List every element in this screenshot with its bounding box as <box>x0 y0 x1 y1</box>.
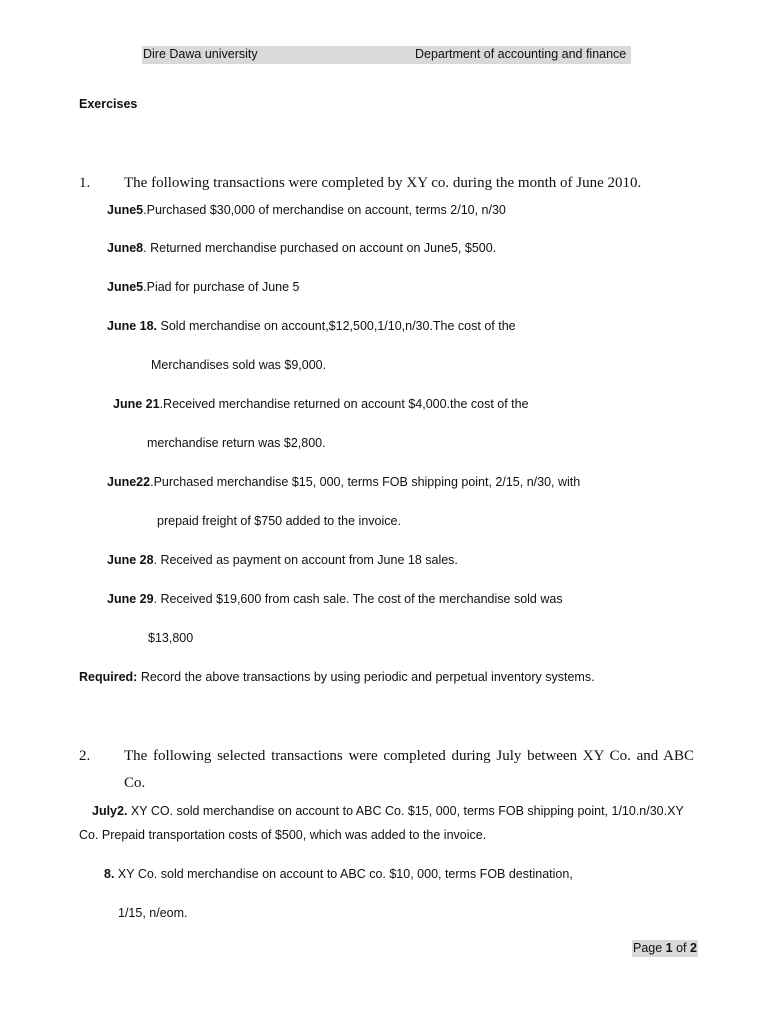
q1-line-8 <box>107 475 580 489</box>
q1-line-8-date: June22 <box>107 475 151 489</box>
q1-required-text: Record the above transactions by using periodic and perpetual inventory systems. <box>137 670 595 684</box>
q1-line-4-date: June 18. <box>107 319 158 333</box>
page-counter <box>632 940 698 957</box>
page-word: Page <box>633 941 666 955</box>
section-title: Exercises <box>79 97 138 111</box>
q1-line-2-text: . Returned merchandise purchased on account on June5, $500. <box>143 241 497 255</box>
q2-intro-line-1: The following selected transactions were completed during July between XY Co. and ABC <box>124 748 694 764</box>
page-of-word: of <box>672 941 690 955</box>
q1-line-10-date: June 28 <box>107 553 154 567</box>
q2-july2-label: July2. <box>92 804 128 818</box>
q2-july2 <box>92 804 684 818</box>
q1-line-9: prepaid freight of $750 added to the invoice. <box>157 514 401 528</box>
header-university: Dire Dawa university <box>143 47 258 61</box>
q1-line-10 <box>107 553 458 567</box>
q1-line-1-text: .Purchased $30,000 of merchandise on account, terms 2/10, n/30 <box>143 203 506 217</box>
q1-line-3-date: June5 <box>107 280 144 294</box>
q2-item-8-label: 8. <box>104 867 115 881</box>
q1-line-1 <box>107 203 506 217</box>
q1-line-1-date: June5 <box>107 203 144 217</box>
q1-line-6 <box>113 397 529 411</box>
q2-intro-line-2: Co. <box>124 775 146 791</box>
q1-line-7: merchandise return was $2,800. <box>147 436 326 450</box>
q1-number: 1. <box>79 175 91 191</box>
q1-line-12: $13,800 <box>148 631 194 645</box>
q1-line-8-text: .Purchased merchandise $15, 000, terms FOB shipping point, 2/15, n/30, with <box>150 475 581 489</box>
q1-line-5: Merchandises sold was $9,000. <box>151 358 327 372</box>
q2-july2-cont: Co. Prepaid transportation costs of $500, which was added to the invoice. <box>79 828 487 842</box>
q1-line-2 <box>107 241 496 255</box>
q2-item-8 <box>104 867 573 881</box>
q1-line-11-date: June 29 <box>107 592 154 606</box>
page-current: 1 <box>665 941 673 955</box>
q1-line-11 <box>107 592 563 606</box>
q1-line-4-text: Sold merchandise on account,$12,500,1/10,n/30.The cost of the <box>157 319 516 333</box>
q1-line-3-text: .Piad for purchase of June 5 <box>143 280 300 294</box>
q1-intro: The following transactions were completed by XY co. during the month of June 2010. <box>124 175 642 191</box>
q2-item-8-text: XY Co. sold merchandise on account to ABC co. $10, 000, terms FOB destination, <box>114 867 573 881</box>
q1-line-10-text: . Received as payment on account from June 18 sales. <box>153 553 458 567</box>
q1-line-6-date: June 21 <box>113 397 160 411</box>
q1-line-3 <box>107 280 300 294</box>
q2-item-8-cont: 1/15, n/eom. <box>118 906 188 920</box>
q2-number: 2. <box>79 748 91 764</box>
q1-line-4 <box>107 319 516 333</box>
q2-july2-text: XY CO. sold merchandise on account to ABC Co. $15, 000, terms FOB shipping point, 1/10.n/30.XY <box>127 804 684 818</box>
page-total: 2 <box>690 941 697 955</box>
q1-required-label: Required: <box>79 670 138 684</box>
q1-line-11-text: . Received $19,600 from cash sale. The cost of the merchandise sold was <box>153 592 563 606</box>
q1-line-2-date: June8 <box>107 241 144 255</box>
header-department: Department of accounting and finance <box>415 47 627 61</box>
q1-line-6-text: .Received merchandise returned on account $4,000.the cost of the <box>159 397 529 411</box>
q1-required <box>79 670 595 684</box>
